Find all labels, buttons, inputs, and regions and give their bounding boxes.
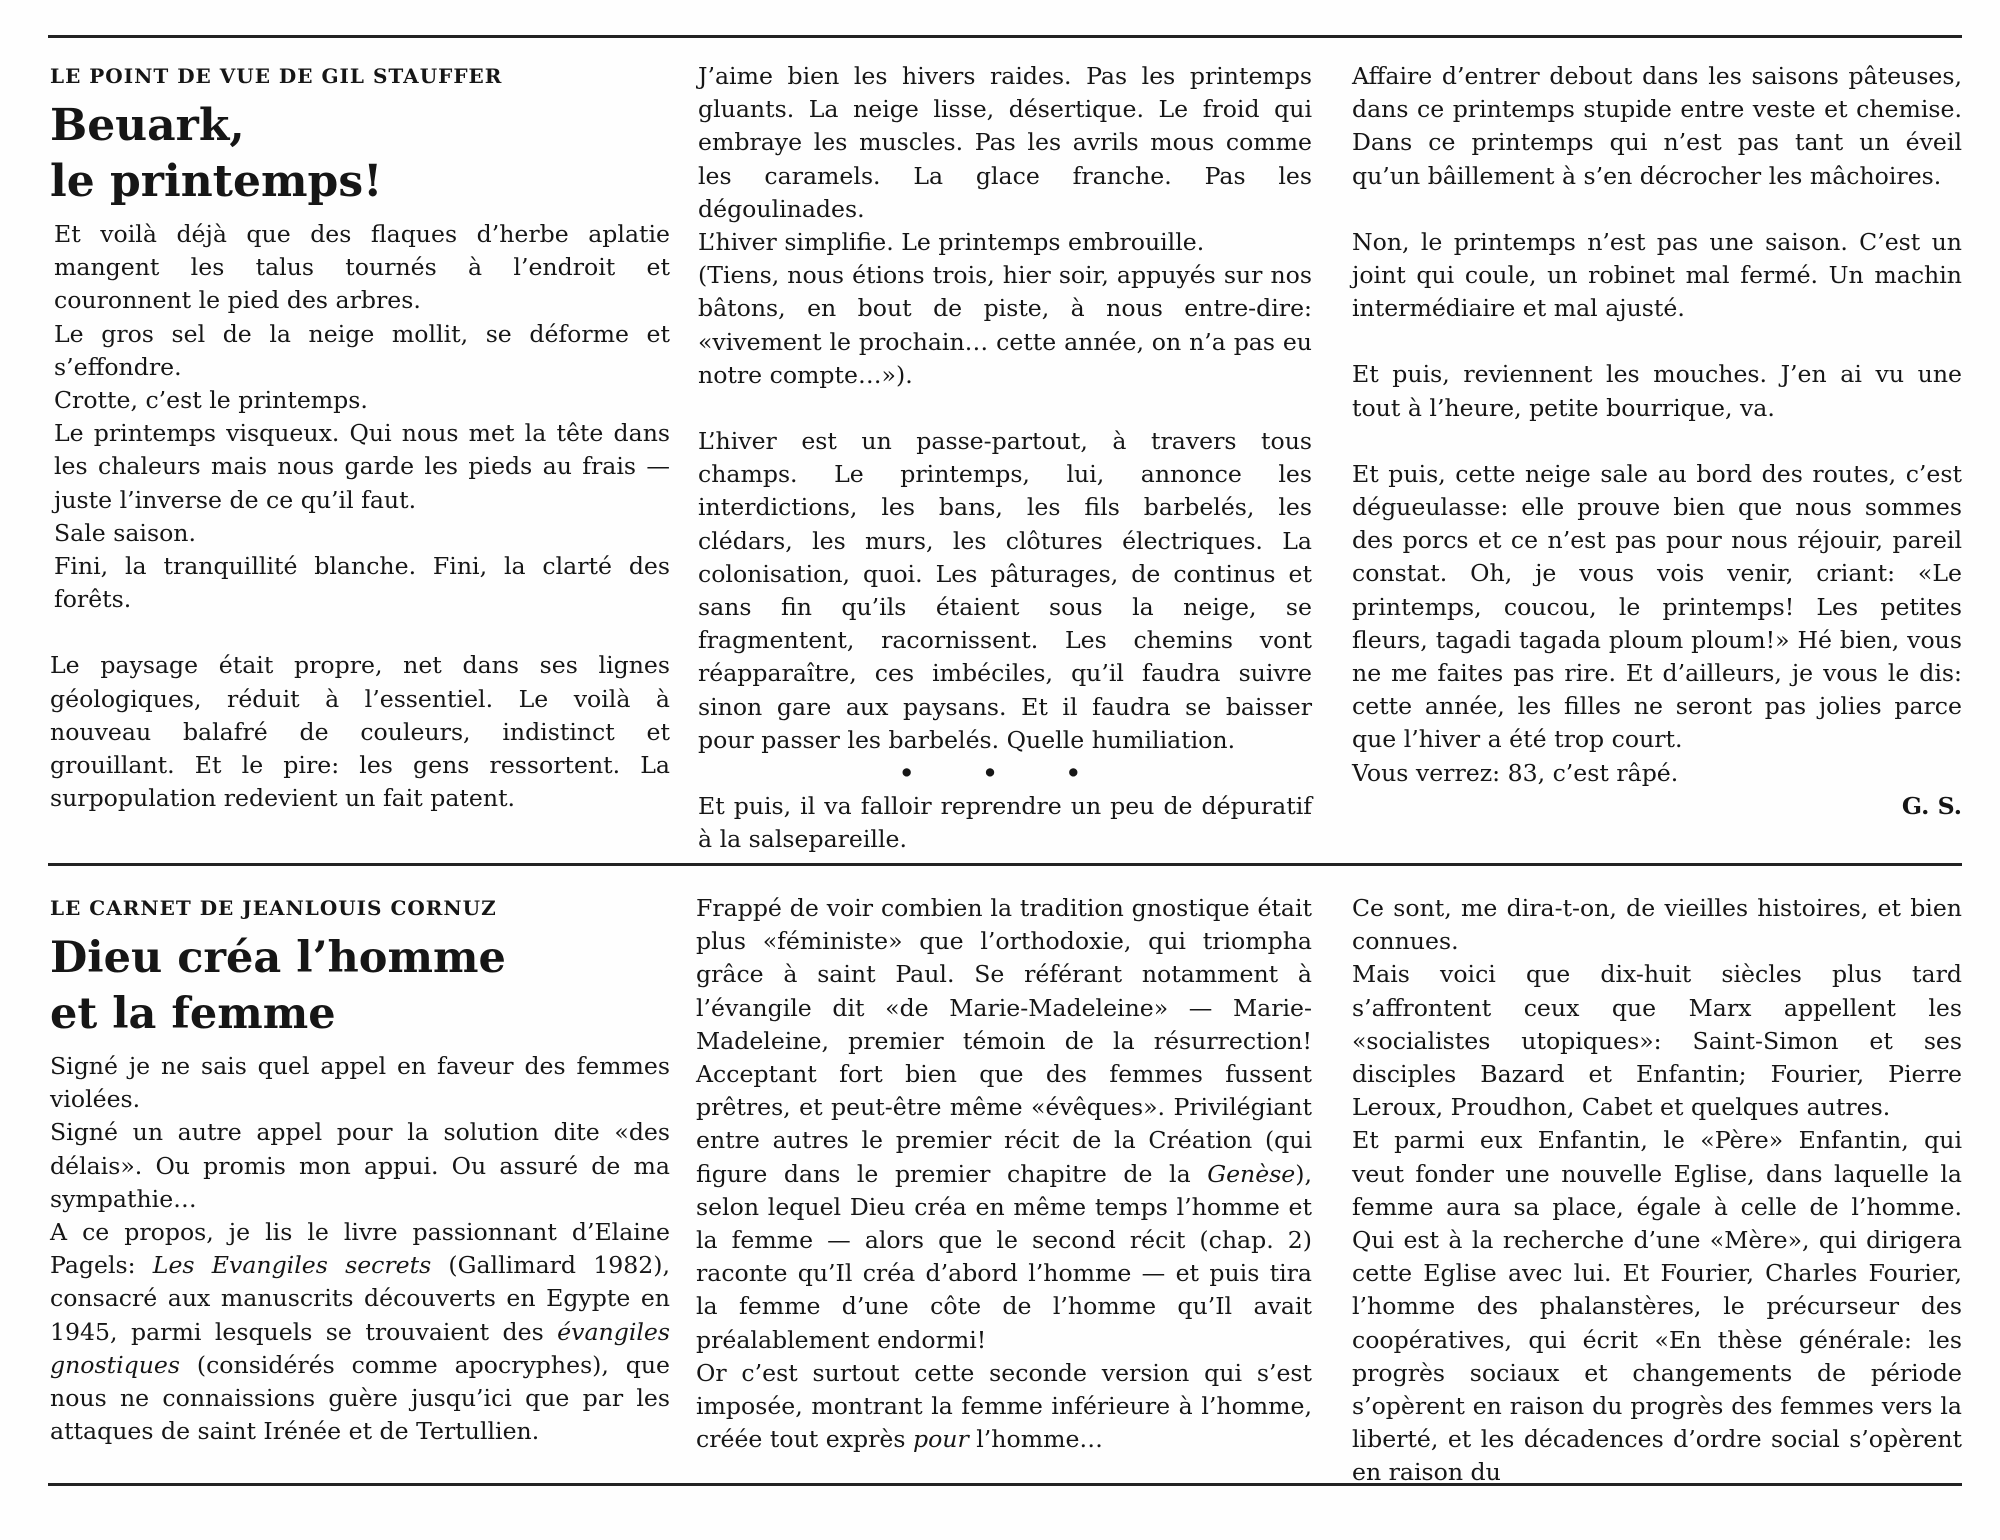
article2-kicker: LE CARNET DE JEANLOUIS CORNUZ [50, 896, 497, 920]
article1-headline-line1: Beuark, [50, 100, 245, 151]
article1-headline-line2: le printemps! [50, 156, 383, 207]
book-title: Les Evangiles secrets [152, 1251, 432, 1280]
book-title: Genèse [1207, 1159, 1296, 1188]
article1-paragraph: Et puis, reviennent les mouches. J’en ai vu une tout à l’heure, petite bourrique, va. [1352, 360, 1962, 422]
article1-paragraph: Et voilà déjà que des flaques d’herbe aplatie mangent les talus tournés à l’endroit et couronnent le pied des arbres. [54, 220, 670, 315]
article2-paragraph: Frappé de voir combien la tradition gnostique était plus «féministe» que l’orthodoxie, qui triompha grâce à saint Paul. Se référant notamment à l’évangile dit «de Marie-Madeleine» — Marie-Madeleine, premier témoin de la résurrection! Acceptant fort bien que des femmes fussent prêtres, et peut-être même «évêques». Privilégiant entre autres le premier récit de la Création (qui figure dans le premier chapitre de la Genèse), selon lequel Dieu créa en même temps l’homme et la femme — alors que le second récit (chap. 2) raconte qu’Il créa d’abord l’homme — et puis tira la femme d’une côte de l’homme qu’Il avait préalablement endormi! [696, 894, 1312, 1354]
article1-paragraph: Le paysage était propre, net dans ses lignes géologiques, réduit à l’essentiel. Le voilà à nouveau balafré de couleurs, indistinct et grouillant. Et le pire: les gens ressortent. La surpopulation redevient un fait patent. [50, 651, 670, 813]
section-break-stars: • • • [899, 759, 1111, 788]
article2-paragraph: Signé je ne sais quel appel en faveur des femmes violées. [50, 1052, 670, 1114]
article1-paragraph: Non, le printemps n’est pas une saison. C’est un joint qui coule, un robinet mal fermé. Un machin intermédiaire et mal ajusté. [1352, 227, 1962, 323]
article1-col2 [698, 60, 1312, 857]
emphasis: pour [912, 1425, 969, 1454]
article2-col3 [1352, 892, 1962, 1490]
article1-paragraph: Crotte, c’est le printemps. [54, 386, 368, 415]
article1-paragraph: Le gros sel de la neige mollit, se déforme et s’effondre. [54, 319, 670, 381]
article1-kicker: LE POINT DE VUE DE GIL STAUFFER [50, 64, 503, 88]
article1-paragraph: L’hiver est un passe-partout, à travers tous champs. Le printemps, lui, annonce les interdictions, les bans, les fils barbelés, les clédars, les murs, les clôtures électriques. La colonisation, quoi. Les pâturages, de continus et sans fin qu’ils étaient sous la neige, se fragmentent, racornissent. Les chemins vont réapparaître, ces imbéciles, qu’il faudra suivre sinon gare aux paysans. Et il faudra se baisser pour passer les barbelés. Quelle humiliation. [698, 427, 1312, 754]
article2-paragraph: Signé un autre appel pour la solution dite «des délais». Ou promis mon appui. Ou assuré de ma sympathie… [50, 1118, 670, 1213]
article1-paragraph: Fini, la tranquillité blanche. Fini, la clarté des forêts. [54, 552, 670, 614]
middle-rule [48, 863, 1962, 866]
article2-paragraph: Or c’est surtout cette seconde version qui s’est imposée, montrant la femme inférieure à l’homme, créée tout exprès pour l’homme… [696, 1358, 1312, 1454]
article1-paragraph: Le printemps visqueux. Qui nous met la tête dans les chaleurs mais nous garde les pieds au frais — juste l’inverse de ce qu’il faut. [54, 419, 670, 514]
article2-paragraph: Mais voici que dix-huit siècles plus tard s’affrontent ceux que Marx appellent les «socialistes utopiques»: Saint-Simon et ses disciples Bazard et Enfantin; Fourier, Pierre Leroux, Proudhon, Cabet et quelques autres. [1352, 960, 1962, 1122]
article1-paragraph: Sale saison. [54, 518, 196, 547]
article2-col2 [696, 892, 1312, 1456]
article2-headline-line2: et la femme [50, 989, 336, 1039]
article1-paragraph: Affaire d’entrer debout dans les saisons pâteuses, dans ce printemps stupide entre veste et chemise. Dans ce printemps qui n’est pas tant un éveil qu’un bâillement à s’en décrocher les mâchoires. [1352, 62, 1962, 190]
article1-signature: G. S. [1901, 791, 1962, 820]
article2-paragraph: A ce propos, je lis le livre passionnant d’Elaine Pagels: Les Evangiles secrets (Gallimard 1982), consacré aux manuscrits découverts en Egypte en 1945, parmi lesquels se trouvaient des évangiles gnostiques (considérés comme apocryphes), que nous ne connaissions guère jusqu’ici que par les attaques de saint Irénée et de Tertullien. [50, 1218, 670, 1446]
article2-paragraph: Ce sont, me dira-t-on, de vieilles histoires, et bien connues. [1352, 894, 1962, 956]
emphasis: évangiles gnostiques [50, 1317, 670, 1379]
article1-paragraph: L’hiver simplifie. Le printemps embrouille. [698, 228, 1205, 257]
top-rule [48, 35, 1962, 38]
article1-paragraph: (Tiens, nous étions trois, hier soir, appuyés sur nos bâtons, en bout de piste, à nous entre-dire: «vivement le prochain… cette année, on n’a pas eu notre compte…»). [698, 261, 1312, 389]
article1-col3 [1352, 60, 1962, 823]
article1-paragraph: Vous verrez: 83, c’est râpé. [1352, 758, 1679, 787]
article1-col1 [50, 64, 670, 815]
article2-headline-line1: Dieu créa l’homme [50, 933, 506, 983]
article2-col1 [50, 896, 670, 1448]
article1-paragraph: Et puis, cette neige sale au bord des routes, c’est dégueulasse: elle prouve bien que nous sommes des porcs et ce n’est pas pour nous réjouir, pareil constat. Oh, je vous vois venir, criant: «Le printemps, coucou, le printemps! Les petites fleurs, tagadi tagada ploum ploum!» Hé bien, vous ne me faites pas rire. Et d’ailleurs, je vous le dis: cette année, les filles ne seront pas jolies parce que l’hiver a été trop court. [1352, 459, 1962, 754]
article2-paragraph: Et parmi eux Enfantin, le «Père» Enfantin, qui veut fonder une nouvelle Eglise, dans laquelle la femme aura sa place, égale à celle de l’homme. Qui est à la recherche d’une «Mère», qui dirigera cette Eglise avec lui. Et Fourier, Charles Fourier, l’homme des phalanstères, le précurseur des coopératives, qui écrit «En thèse générale: les progrès sociaux et changements de période s’opèrent en raison du progrès des femmes vers la liberté, et les décadences d’ordre social s’opèrent en raison du [1352, 1126, 1962, 1487]
article1-paragraph: J’aime bien les hivers raides. Pas les printemps gluants. La neige lisse, désertique. Le froid qui embraye les muscles. Pas les avrils mous comme les caramels. La glace franche. Pas les dégoulinades. [698, 62, 1312, 223]
article1-paragraph: Et puis, il va falloir reprendre un peu de dépuratif à la salsepareille. [698, 792, 1312, 854]
